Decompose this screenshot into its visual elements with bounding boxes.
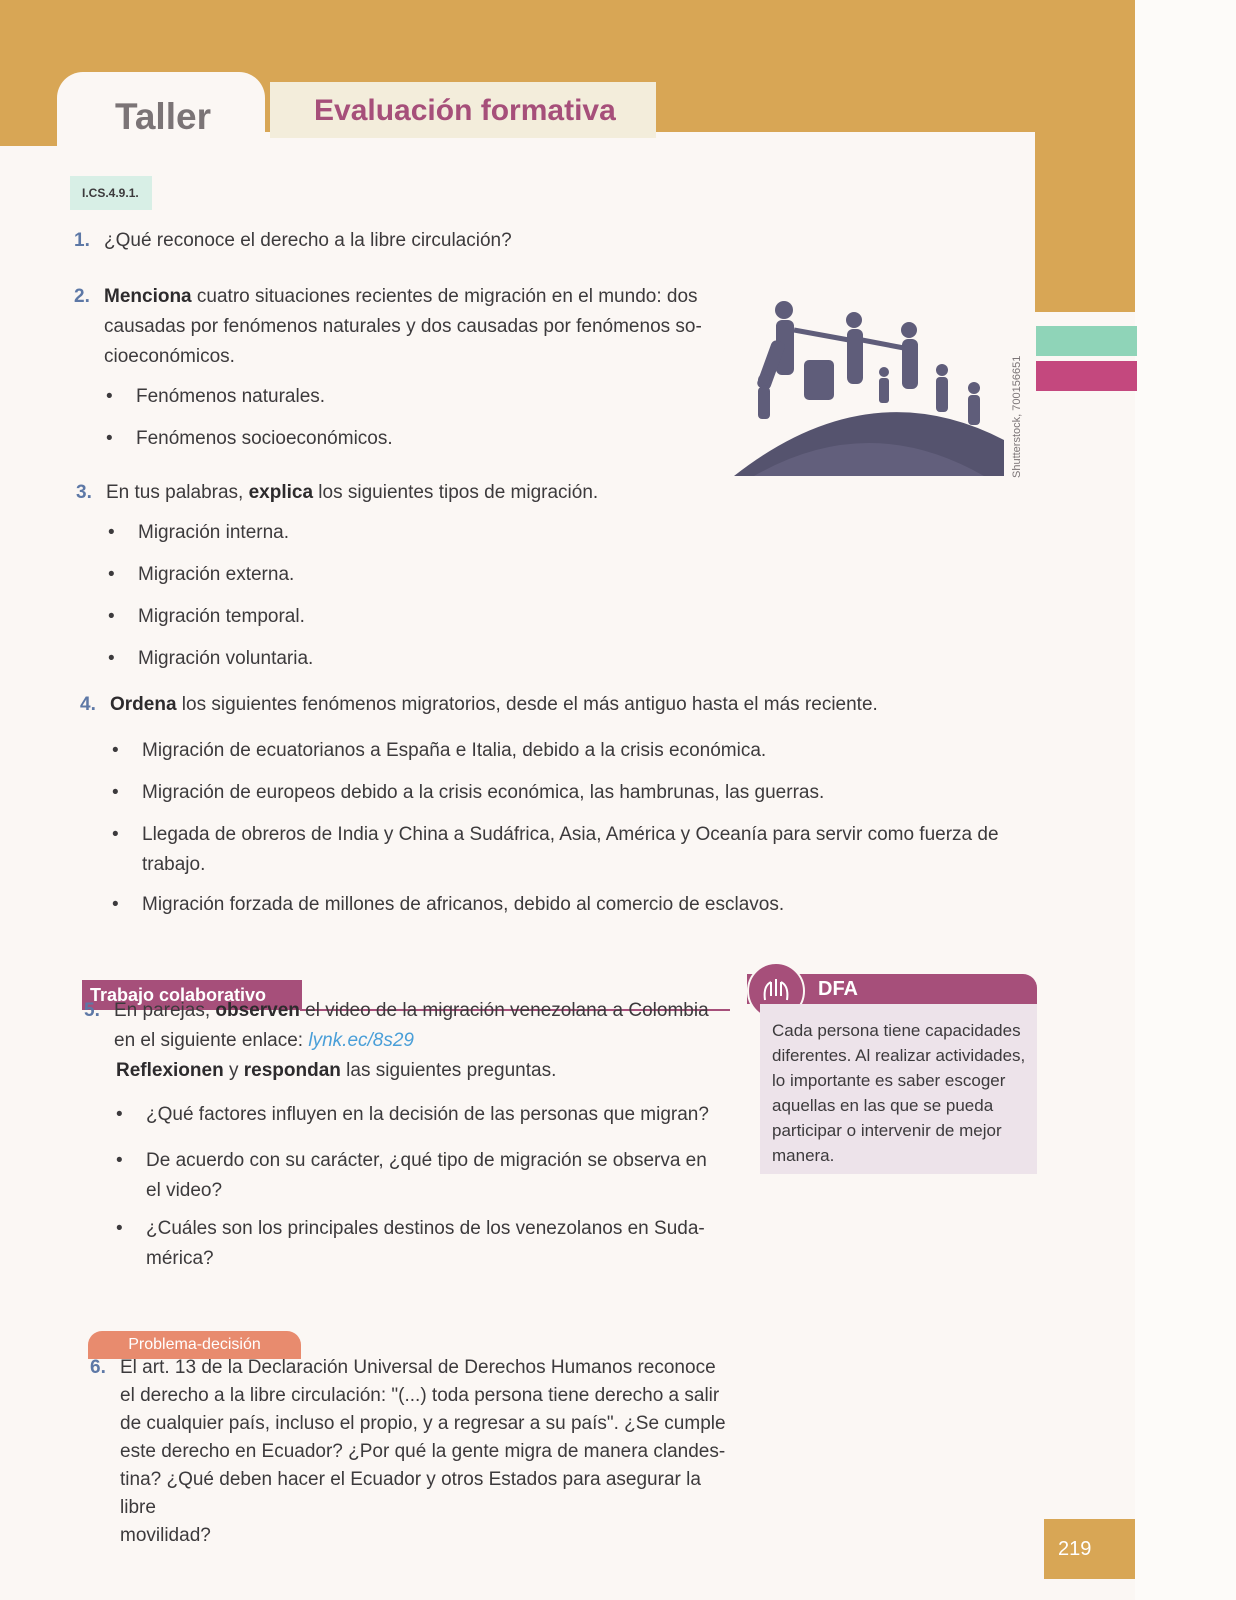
migration-illustration bbox=[734, 300, 1004, 476]
question-text: cioeconómicos. bbox=[104, 346, 235, 367]
bullet-item: • Migración voluntaria. bbox=[138, 644, 313, 674]
question-text: El art. 13 de la Declaración Universal de Derechos Humanos reconoce bbox=[120, 1357, 716, 1378]
question-text: el video de la migración venezolana a Colombia bbox=[299, 1000, 709, 1021]
verb: explica bbox=[248, 482, 314, 503]
question-6 bbox=[90, 1354, 730, 1550]
question-number: 1. bbox=[74, 230, 90, 251]
question-number: 3. bbox=[76, 482, 92, 503]
bullet-item: • Llegada de obreros de India y China a Sudáfrica, Asia, América y Oceanía para servir como fuerza de bbox=[142, 820, 999, 850]
question-text: en el siguiente enlace: bbox=[114, 1030, 309, 1051]
bullet-item: • Migración interna. bbox=[138, 518, 289, 548]
bullet-continuation: el video? bbox=[146, 1180, 223, 1201]
question-text: tina? ¿Qué deben hacer el Ecuador y otros Estados para asegurar la libre bbox=[120, 1469, 701, 1518]
question-text: cuatro situaciones recientes de migración en el mundo: dos bbox=[191, 286, 698, 307]
question-number: 6. bbox=[90, 1357, 106, 1378]
verb: observen bbox=[215, 1000, 300, 1021]
bullet-item: • De acuerdo con su carácter, ¿qué tipo de migración se observa en bbox=[146, 1146, 707, 1176]
page-edge bbox=[1135, 0, 1236, 1600]
dfa-title: DFA bbox=[818, 978, 858, 1000]
question-text: los siguientes tipos de migración. bbox=[313, 482, 599, 503]
bullet-continuation: trabajo. bbox=[142, 854, 206, 875]
bullet-item: • Migración de ecuatorianos a España e Italia, debido a la crisis económica. bbox=[142, 736, 766, 766]
bullet-item: • ¿Qué factores influyen en la decisión de las personas que migran? bbox=[146, 1100, 709, 1130]
question-number: 5. bbox=[84, 1000, 100, 1021]
question-1 bbox=[74, 226, 512, 256]
question-3 bbox=[76, 478, 599, 508]
side-band bbox=[1035, 130, 1135, 312]
mint-swatch bbox=[1036, 326, 1137, 356]
bullet-item: • ¿Cuáles son los principales destinos de los venezolanos en Suda- bbox=[146, 1214, 705, 1244]
question-text: de cualquier país, incluso el propio, y a regresar a su país". ¿Se cumple bbox=[120, 1413, 726, 1434]
image-credit: Shutterstock, 700156651 bbox=[1011, 355, 1023, 478]
question-5 bbox=[84, 996, 734, 1056]
question-number: 2. bbox=[74, 286, 90, 307]
video-link[interactable]: lynk.ec/8s29 bbox=[308, 1030, 414, 1051]
question-text: movilidad? bbox=[120, 1525, 211, 1546]
tab-taller bbox=[57, 72, 265, 162]
bullet-item: • Migración externa. bbox=[138, 560, 294, 590]
question-text: el derecho a la libre circulación: "(...) toda persona tiene derecho a salir bbox=[120, 1385, 720, 1406]
question-5-instruction bbox=[116, 1056, 556, 1086]
tab-taller-label: Taller bbox=[115, 96, 211, 137]
question-4 bbox=[80, 690, 910, 720]
question-text: los siguientes fenómenos migratorios, desde el más antiguo hasta el más reciente. bbox=[176, 694, 878, 715]
magenta-swatch bbox=[1036, 361, 1137, 391]
bullet-item: • Migración de europeos debido a la crisis económica, las hambrunas, las guerras. bbox=[142, 778, 824, 808]
question-text: este derecho en Ecuador? ¿Por qué la gente migra de manera clandes- bbox=[120, 1441, 726, 1462]
question-text: las siguientes preguntas. bbox=[340, 1060, 557, 1081]
tab-evaluacion-label: Evaluación formativa bbox=[314, 94, 616, 127]
page-number: 219 bbox=[1044, 1519, 1135, 1579]
question-text: causadas por fenómenos naturales y dos causadas por fenómenos so- bbox=[104, 316, 702, 337]
verb: Menciona bbox=[104, 286, 192, 307]
trabajo-colaborativo-label: Trabajo colaborativo bbox=[82, 980, 302, 1010]
question-number: 4. bbox=[80, 694, 96, 715]
indicator-code: I.CS.4.9.1. bbox=[70, 176, 152, 210]
question-text: En parejas, bbox=[114, 1000, 216, 1021]
question-2 bbox=[74, 282, 724, 372]
verb: Ordena bbox=[110, 694, 177, 715]
bullet-item: • Migración forzada de millones de africanos, debido al comercio de esclavos. bbox=[142, 890, 784, 920]
bullet-continuation: mérica? bbox=[146, 1248, 214, 1269]
bullet-item: • Fenómenos naturales. bbox=[136, 382, 325, 412]
question-text: ¿Qué reconoce el derecho a la libre circulación? bbox=[104, 230, 512, 251]
question-text: En tus palabras, bbox=[106, 482, 249, 503]
bullet-item: • Migración temporal. bbox=[138, 602, 305, 632]
problema-decision-label: Problema-decisión bbox=[88, 1331, 301, 1359]
dfa-text: Cada persona tiene capacidades diferentes. Al realizar actividades, lo importante es saber escoger aquellas en las que se pueda participar o intervenir de mejor manera. bbox=[772, 1021, 1026, 1165]
verb: respondan bbox=[243, 1060, 341, 1081]
tab-evaluacion bbox=[270, 82, 656, 138]
bullet-item: • Fenómenos socioeconómicos. bbox=[136, 424, 393, 454]
question-text: y bbox=[223, 1060, 244, 1081]
verb: Reflexionen bbox=[116, 1060, 224, 1081]
